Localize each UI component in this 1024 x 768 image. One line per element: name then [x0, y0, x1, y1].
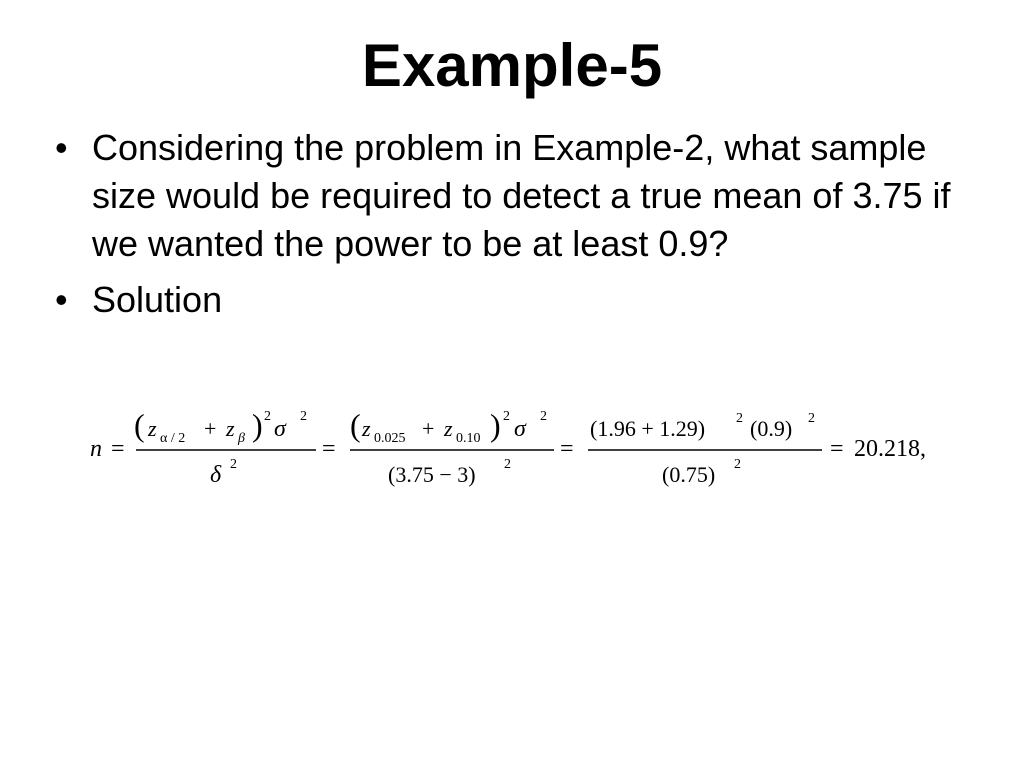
t3-num-a-exp: 2 — [736, 411, 743, 426]
bullet-text: Considering the problem in Example-2, what sample size would be required to detect a true mean of 3.75 if we wanted the power to be at least 0.9? — [92, 127, 951, 264]
t1-z-alpha: z — [148, 416, 157, 441]
t3-num-b-exp: 2 — [808, 411, 815, 426]
bullet-item-solution — [52, 276, 952, 324]
bullet-marker: • — [55, 279, 68, 320]
t1-sigma: σ — [274, 416, 286, 442]
t3-num-a: (1.96 + 1.29) — [590, 416, 706, 441]
t1-delta: δ — [210, 462, 222, 488]
bullet-text: Solution — [92, 279, 223, 320]
t3-num-b: (0.9) — [750, 416, 793, 441]
eq-result: 20.218, — [854, 436, 926, 462]
eq-lhs: n — [90, 436, 102, 462]
t2-plus: + — [422, 416, 435, 441]
bullet-item-question — [52, 124, 952, 268]
t2-sigma-exp: 2 — [540, 409, 547, 424]
paren-open: ( — [350, 407, 361, 443]
eq-equals-1: = — [111, 436, 125, 462]
t1-delta-exp: 2 — [230, 457, 237, 472]
eq-equals-4: = — [830, 436, 844, 462]
t2-den: (3.75 − 3) — [388, 462, 476, 487]
paren-close: ) — [490, 407, 501, 443]
paren-open: ( — [134, 407, 145, 443]
fraction-1 — [134, 407, 316, 488]
t2-den-exp: 2 — [504, 457, 511, 472]
t2-z2: z — [444, 416, 453, 441]
bullet-list — [52, 124, 952, 332]
bullet-marker: • — [55, 127, 68, 168]
slide-title: Example-5 — [361, 32, 663, 99]
t2-num-exp: 2 — [503, 409, 510, 424]
t1-sub-beta: β — [238, 431, 245, 446]
t2-z1: z — [362, 416, 371, 441]
eq-equals-3: = — [560, 436, 574, 462]
t1-sub-alpha: α / 2 — [160, 431, 186, 446]
paren-close: ) — [252, 407, 263, 443]
fraction-2 — [350, 407, 554, 487]
t2-sub2: 0.10 — [456, 431, 481, 446]
t1-sigma-exp: 2 — [300, 409, 307, 424]
t3-den-exp: 2 — [734, 457, 741, 472]
eq-equals-2: = — [322, 436, 336, 462]
t1-plus: + — [204, 416, 217, 441]
t2-sub1: 0.025 — [374, 431, 406, 446]
fraction-3 — [588, 411, 822, 487]
t1-num-exp: 2 — [264, 409, 271, 424]
t1-z-beta: z — [226, 416, 235, 441]
sample-size-equation — [80, 392, 960, 502]
t3-den: (0.75) — [662, 462, 716, 487]
t2-sigma: σ — [514, 416, 526, 442]
